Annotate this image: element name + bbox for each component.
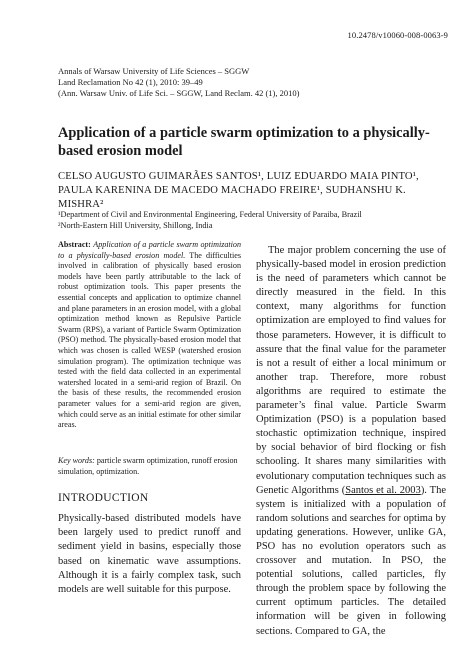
paragraph-text-start: The major problem concerning the use of physically-based model in erosion prediction is the need of parameters which cannot be directly measured in the field. In this context, many algorithms for function optimization are employed to find values for those parameters. However, it is difficult to assure that the final value for the parameter is not a result of either a local minimum or another trap. Therefore, more robust algorithms are required to estimate the parameter’s final value. Particle Swarm Optimization (PSO) is a population based stochastic optimization technique, inspired by social behavior of bird flocking or fish schooling. It shares many similarities with evolutionary computation techniques such as Genetic Algorithms ( — [256, 245, 446, 496]
affiliations — [58, 210, 448, 231]
abstract-heading: Abstract: — [58, 240, 91, 249]
doi-label: 10.2478/v10060-008-0063-9 — [347, 30, 448, 40]
journal-line-3: (Ann. Warsaw Univ. of Life Sci. – SGGW, Land Reclam. 42 (1), 2010) — [58, 88, 300, 99]
right-column-text — [256, 244, 446, 639]
keywords-block — [58, 456, 241, 477]
journal-line-1: Annals of Warsaw University of Life Sciences – SGGW — [58, 66, 250, 76]
affiliation-1: ¹Department of Civil and Environmental Engineering, Federal University of Paraiba, Brazil — [58, 210, 362, 219]
section-heading-introduction: INTRODUCTION — [58, 492, 149, 504]
journal-line-2: Land Reclamation No 42 (1), 2010: 39–49 — [58, 77, 203, 88]
journal-header — [58, 66, 299, 100]
paper-title: Application of a particle swarm optimization to a physically-based erosion model — [58, 125, 430, 159]
author-list: CELSO AUGUSTO GUIMARÃES SANTOS¹, LUIZ EDUARDO MAIA PINTO¹, PAULA KARENINA DE MACEDO MACHADO FREIRE¹, SUDHANSHU K. MISHRA² — [58, 171, 419, 211]
introduction-paragraph: Physically-based distributed models have been largely used to predict runoff and sediment yield in basins, especially those based on kinematic wave assumptions. Although it is a fairly complex task, such models are well suitable for this purpose. — [58, 513, 241, 596]
abstract-body: The difficulties involved in calibration of physically based erosion models have been partly attributable to the lack of robust optimization tools. This paper presents the essential concepts and application to optimize channel and plane parameters in an erosion model, with a global optimization method known as Repulsive Particle Swarm (RPS), a variant of Particle Swarm Optimization (PSO) method. The physically-based erosion model that which was chosen is called WESP (watershed erosion simulation program). The optimization technique was tested with the field data collected in an experimental watershed located in a semi-arid region of Brazil. On the basis of these results, the recommended erosion parameter values for a semi-arid region are given, which could serve as an initial estimate for other similar areas. — [58, 250, 241, 430]
abstract-title: Application of a particle swarm optimization to a physically-based erosion model. — [58, 240, 241, 260]
affiliation-2: ²North-Eastern Hill University, Shillong, India — [58, 220, 213, 230]
citation-link[interactable]: Santos et al. 2003 — [345, 484, 421, 496]
keywords-body: particle swarm optimization, runoff erosion simulation, optimization. — [58, 456, 238, 476]
keywords-heading: Key words: — [58, 456, 95, 465]
right-column-paragraph — [256, 244, 446, 639]
abstract-block — [58, 240, 241, 431]
paragraph-text-end: ). The system is initialized with a population of random solutions and searches for optima by updating generations. However, unlike GA, PSO has no evolution operators such as crossover and mutation. In PSO, the potential solutions, called particles, fly through the problem space by following the current optimum particles. The detailed information will be given in following sections. Compared to GA, the — [256, 484, 446, 637]
